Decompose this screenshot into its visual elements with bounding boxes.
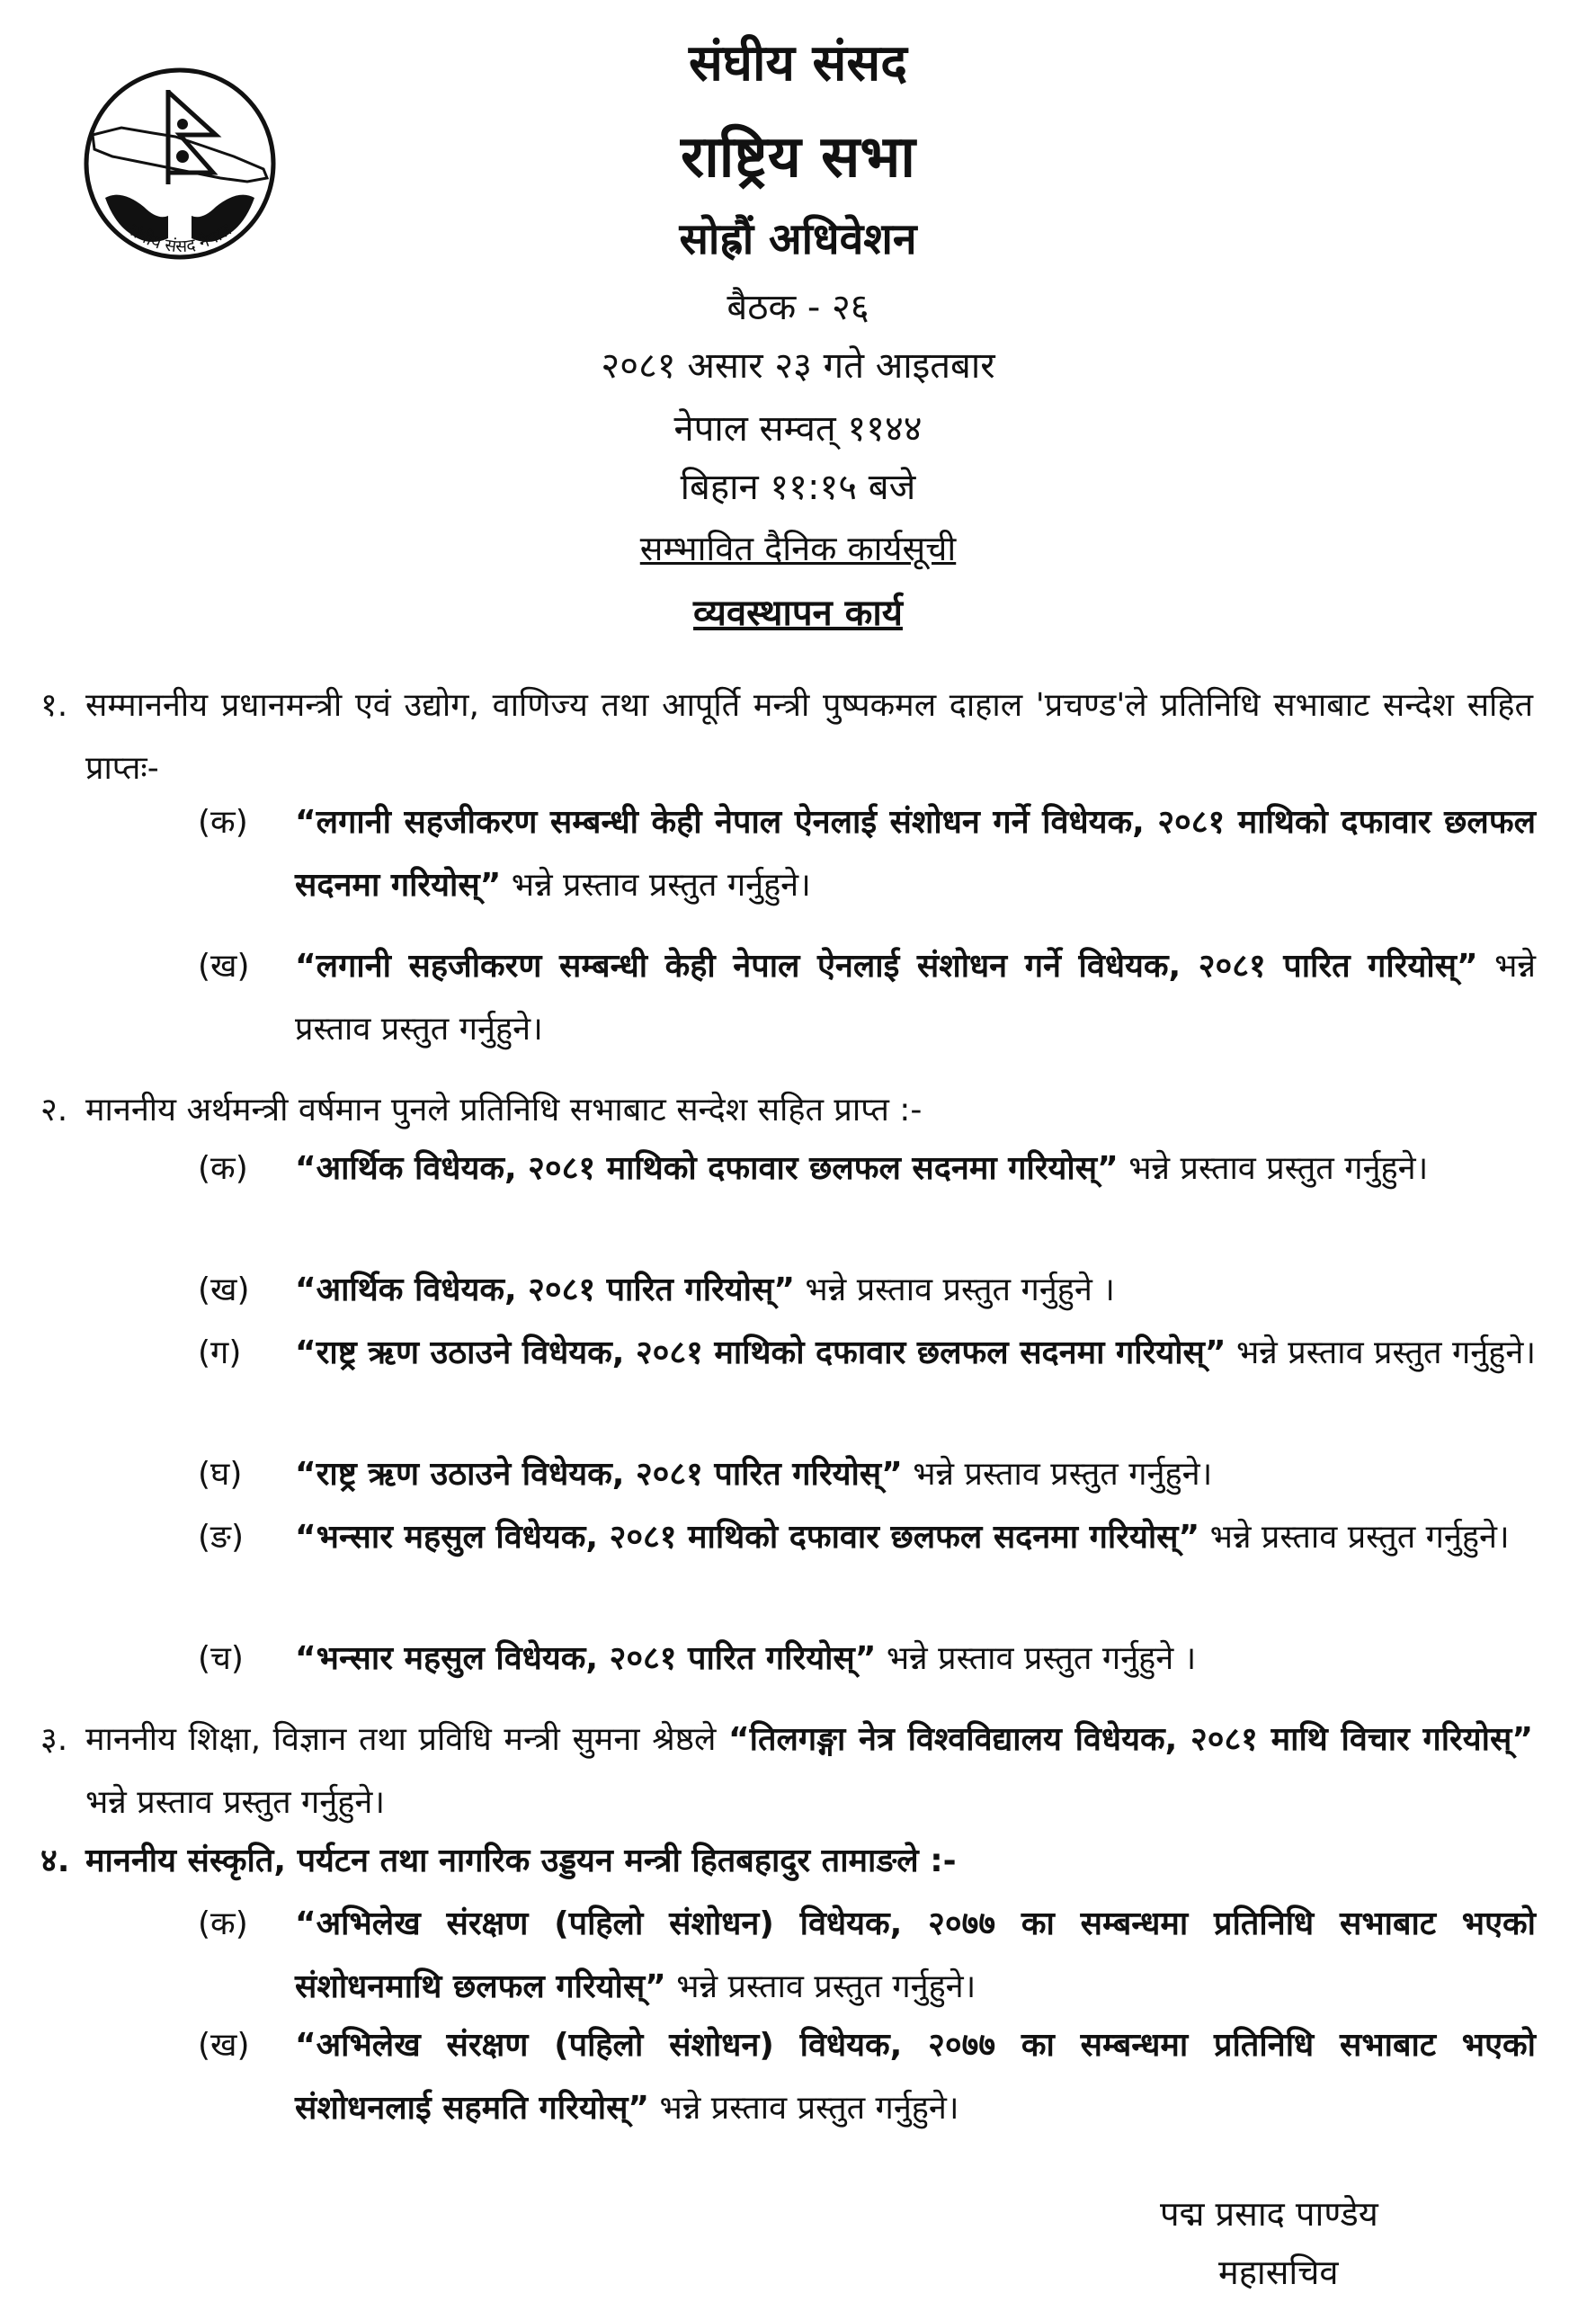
sub-item-text — [295, 935, 1536, 1061]
header-house-name: राष्ट्रिय सभा — [681, 124, 915, 191]
header-date: २०८१ असार २३ गते आइतबार — [601, 345, 995, 387]
motion-rest: भन्ने प्रस्ताव प्रस्तुत गर्नुहुने। — [1226, 1334, 1536, 1371]
motion-title: “आर्थिक विधेयक, २०८१ पारित गरियोस्” — [295, 1271, 795, 1308]
signatory-name: पद्म प्रसाद पाण्डेय — [1160, 2194, 1378, 2234]
sub-item-label: (क) — [198, 1905, 248, 1942]
motion-title: “राष्ट्र ऋण उठाउने विधेयक, २०८१ पारित गरियोस्” — [295, 1456, 903, 1493]
motion-rest: भन्ने प्रस्ताव प्रस्तुत गर्नुहुने। — [295, 948, 1537, 1048]
header-meeting-number: बैठक - २६ — [727, 287, 869, 328]
sub-item-label: (ख) — [198, 948, 250, 985]
motion-title: “लगानी सहजीकरण सम्बन्धी केही नेपाल ऐनलाई संशोधन गर्ने विधेयक, २०८१ माथिको दफावार छलफल सदनमा गरियोस्” — [295, 804, 1536, 904]
motion-rest: भन्ने प्रस्ताव प्रस्तुत गर्नुहुने। — [649, 2090, 959, 2127]
header-session: सोह्रौं अधिवेशन — [679, 214, 917, 264]
motion-title: “अभिलेख संरक्षण (पहिलो संशोधन) विधेयक, २०७७ का सम्बन्धमा प्रतिनिधि सभाबाट भएको संशोधनलाई सहमति गरियोस्” — [295, 2027, 1536, 2127]
item-text: माननीय अर्थमन्त्री वर्षमान पुनले प्रतिनिधि सभाबाट सन्देश सहित प्राप्त :- — [85, 1092, 923, 1129]
sub-item-label: (ख) — [198, 1271, 250, 1308]
item-number: ३. — [40, 1721, 68, 1758]
motion-rest: भन्ने प्रस्ताव प्रस्तुत गर्नुहुने। — [85, 1784, 386, 1821]
sub-item-label: (क) — [198, 1150, 248, 1187]
sub-item-text — [295, 1322, 1536, 1385]
motion-rest: भन्ने प्रस्ताव प्रस्तुत गर्नुहुने। — [902, 1456, 1213, 1493]
sub-item-text — [295, 1628, 1536, 1691]
motion-rest: भन्ने प्रस्ताव प्रस्तुत गर्नुहुने । — [876, 1640, 1197, 1677]
item-number: २. — [40, 1092, 68, 1129]
header-legislative-business: व्यवस्थापन कार्य — [693, 593, 903, 634]
motion-rest: भन्ने प्रस्ताव प्रस्तुत गर्नुहुने। — [1118, 1150, 1429, 1187]
header-parliament-name: संघीय संसद — [689, 34, 907, 93]
sub-item-label: (ङ) — [198, 1519, 245, 1556]
signatory-title: महासचिव — [1218, 2253, 1339, 2292]
sub-item-text — [295, 1259, 1536, 1322]
sub-item-label: (घ) — [198, 1456, 243, 1493]
motion-rest: भन्ने प्रस्ताव प्रस्तुत गर्नुहुने। — [665, 1968, 976, 2005]
item-number: ४. — [40, 1842, 70, 1879]
motion-title: “राष्ट्र ऋण उठाउने विधेयक, २०८१ माथिको दफावार छलफल सदनमा गरियोस्” — [295, 1334, 1226, 1371]
sub-item-text — [295, 1893, 1536, 2019]
motion-rest: भन्ने प्रस्ताव प्रस्तुत गर्नुहुने। — [1199, 1519, 1510, 1556]
header-agenda-title: सम्भावित दैनिक कार्यसूची — [639, 529, 957, 568]
motion-title: “लगानी सहजीकरण सम्बन्धी केही नेपाल ऐनलाई संशोधन गर्ने विधेयक, २०८१ पारित गरियोस्” — [295, 948, 1478, 985]
motion-title: “भन्सार महसुल विधेयक, २०८१ पारित गरियोस्” — [295, 1640, 877, 1677]
sub-item-text — [295, 2014, 1536, 2140]
motion-rest: भन्ने प्रस्ताव प्रस्तुत गर्नुहुने । — [794, 1271, 1115, 1308]
motion-title: “भन्सार महसुल विधेयक, २०८१ माथिको दफावार छलफल सदनमा गरियोस्” — [295, 1519, 1200, 1556]
sub-item-label: (ख) — [198, 2027, 250, 2064]
item-number: १. — [40, 687, 68, 724]
item-text: माननीय संस्कृति, पर्यटन तथा नागरिक उड्डयन मन्त्री हितबहादुर तामाङले :- — [85, 1842, 957, 1879]
sub-item-text — [295, 791, 1536, 917]
emblem-caption: संघीय संसद नेपाल — [124, 219, 236, 257]
motion-title: “अभिलेख संरक्षण (पहिलो संशोधन) विधेयक, २०७७ का सम्बन्धमा प्रतिनिधि सभाबाट भएको संशोधनमाथि छलफल गरियोस्” — [295, 1905, 1536, 2005]
motion-title: “आर्थिक विधेयक, २०८१ माथिको दफावार छलफल सदनमा गरियोस्” — [295, 1150, 1119, 1187]
sub-item-text — [295, 1138, 1536, 1200]
sub-item-label: (ग) — [198, 1334, 242, 1371]
motion-title: “तिलगङ्गा नेत्र विश्वविद्यालय विधेयक, २०८१ माथि विचार गरियोस्” — [728, 1721, 1533, 1758]
sub-item-text — [295, 1506, 1536, 1569]
sub-item-label: (क) — [198, 804, 248, 841]
motion-rest: भन्ने प्रस्ताव प्रस्तुत गर्नुहुने। — [501, 867, 811, 904]
sub-item-text — [295, 1443, 1536, 1506]
item-text — [85, 1709, 1533, 1834]
header-time: बिहान ११:१५ बजे — [680, 467, 916, 508]
item-intro: माननीय शिक्षा, विज्ञान तथा प्रविधि मन्त्री सुमना श्रेष्ठले — [85, 1721, 728, 1758]
header-nepal-sambat: नेपाल सम्वत् ११४४ — [673, 408, 923, 450]
item-text: सम्माननीय प्रधानमन्त्री एवं उद्योग, वाणिज्य तथा आपूर्ति मन्त्री पुष्पकमल दाहाल 'प्रचण्ड'ले प्रतिनिधि सभाबाट सन्देश सहित प्राप्तः- — [85, 687, 1533, 787]
sub-item-label: (च) — [198, 1640, 244, 1677]
